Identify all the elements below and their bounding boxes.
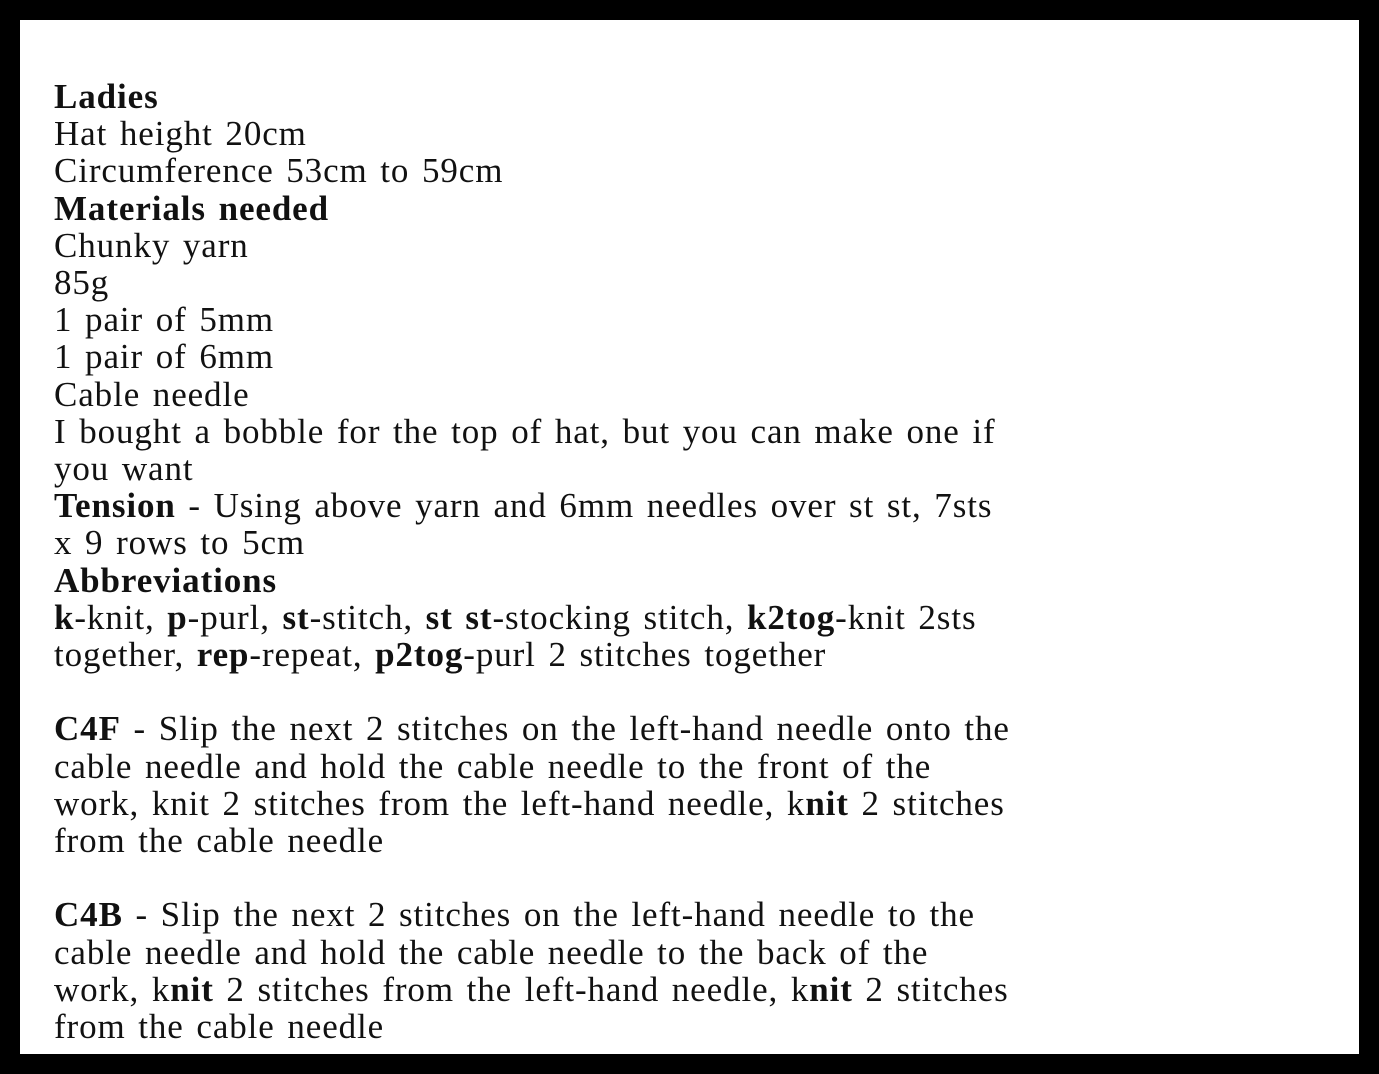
material-needles-6mm: 1 pair of 6mm	[54, 337, 274, 377]
abbreviations-line-1: k-knit, p-purl, st-stitch, st st-stocking stitch, k2tog-knit 2sts	[54, 597, 977, 637]
material-weight: 85g	[54, 263, 110, 303]
size-heading: Ladies	[54, 77, 159, 116]
tension-term: Tension	[54, 486, 176, 526]
tension-line-2: x 9 rows to 5cm	[54, 523, 306, 563]
c4b-line-4: from the cable needle	[54, 1007, 385, 1047]
spacer	[54, 673, 1344, 710]
abbreviations-heading: Abbreviations	[54, 560, 278, 600]
abbreviations-line-2: together, rep-repeat, p2tog-purl 2 stitches together	[54, 635, 827, 675]
c4b-line-3: work, knit 2 stitches from the left-hand needle, knit 2 stitches	[54, 969, 1009, 1009]
hat-height-line: Hat height 20cm	[54, 114, 307, 154]
circumference-line: Circumference 53cm to 59cm	[54, 151, 504, 191]
material-cable-needle: Cable needle	[54, 374, 250, 414]
c4b-term: C4B	[54, 895, 123, 935]
c4f-line-2: cable needle and hold the cable needle to the front of the	[54, 746, 932, 786]
material-needles-5mm: 1 pair of 5mm	[54, 300, 274, 340]
material-yarn: Chunky yarn	[54, 225, 249, 265]
spacer	[54, 859, 1344, 896]
bobble-note-line-2: you want	[54, 449, 194, 489]
c4f-term: C4F	[54, 709, 121, 749]
document-page	[20, 20, 1359, 1054]
tension-line-1: Tension - Using above yarn and 6mm needles over st st, 7sts	[54, 486, 993, 526]
materials-heading: Materials needed	[54, 188, 329, 228]
c4f-line-4: from the cable needle	[54, 821, 385, 861]
c4b-line-2: cable needle and hold the cable needle to the back of the	[54, 932, 929, 972]
c4f-line-3: work, knit 2 stitches from the left-hand needle, knit 2 stitches	[54, 783, 1005, 823]
pattern-text	[54, 78, 1344, 1045]
c4f-line-1: C4F - Slip the next 2 stitches on the left-hand needle onto the	[54, 709, 1010, 749]
c4b-line-1: C4B - Slip the next 2 stitches on the left-hand needle to the	[54, 895, 975, 935]
bobble-note-line-1: I bought a bobble for the top of hat, but you can make one if	[54, 411, 996, 451]
